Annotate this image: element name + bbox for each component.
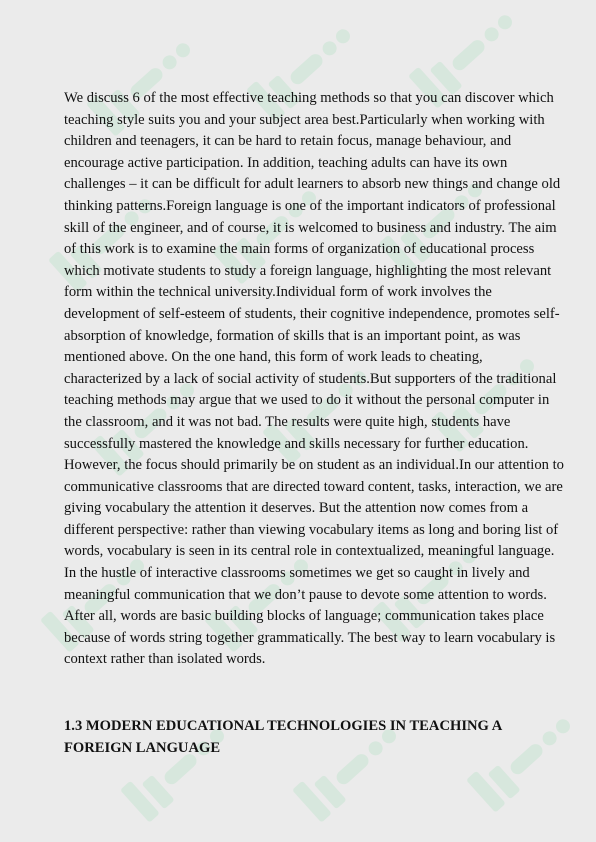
body-paragraph: We discuss 6 of the most effective teaching methods so that you can discover which teaching style suits you and your subject area best.Particularly when working with children and teenagers, it can be hard to retain focus, manage behaviour, and encourage active participation. In addition, teaching adults can have its own challenges – it can be difficult for adult learners to absorb new things and change old thinking patterns.Foreign language is one of the important indicators of professional skill of the engineer, and of course, it is welcomed to business and industry. The aim of this work is to examine the main forms of organization of educational process which motivate students to study a foreign language, highlighting the most relevant form within the technical university.Individual form of work involves the development of self-esteem of students, their cognitive independence, promotes self-absorption of knowledge, formation of skills that is an important point, as was mentioned above. On the one hand, this form of work leads to cheating, characterized by a lack of social activity of students.But supporters of the traditional teaching methods may argue that we used to do it without the personal computer in the classroom, and it was not bad. The results were quite high, students have successfully mastered the knowledge and skills necessary for further education. However, the focus should primarily be on student as an individual.In our attention to communicative classrooms that are directed toward content, tasks, interaction, we are giving vocabulary the attention it deserves. But the attention now comes from a different perspective: rather than viewing vocabulary items as long and boring list of words, vocabulary is seen in its central role in contextualized, meaningful language. In the hustle of interactive classrooms sometimes we get so caught in lively and meaningful communication that we don’t pause to devote some attention to words. After all, words are basic building blocks of language; communication takes place because of words string together grammatically. The best way to learn vocabulary is context rather than isolated words. [64,90,564,668]
document-content [64,88,564,759]
section-heading: 1.3 MODERN EDUCATIONAL TECHNOLOGIES IN TEACHING A FOREIGN LANGUAGE [64,718,502,756]
